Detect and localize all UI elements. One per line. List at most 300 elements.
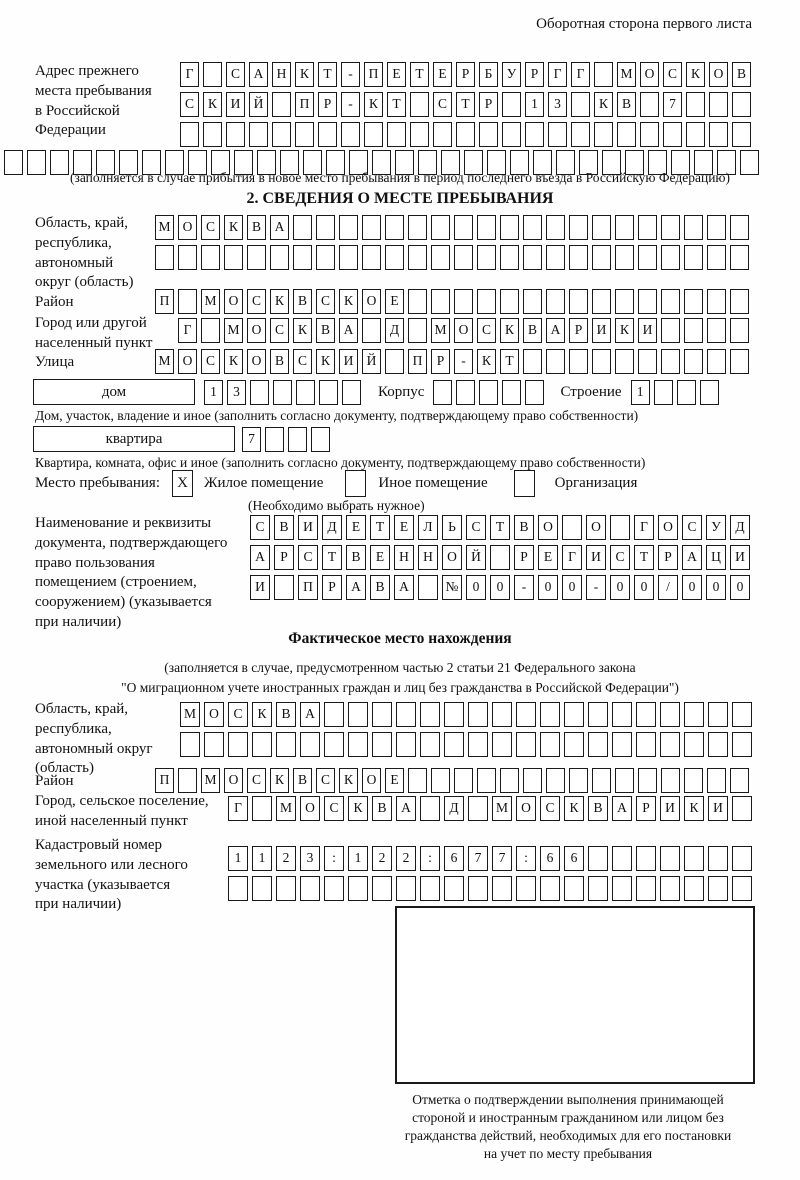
char-cell[interactable] <box>592 349 611 374</box>
char-cell[interactable]: А <box>682 545 702 570</box>
char-cell[interactable]: 0 <box>538 575 558 600</box>
char-cell[interactable]: Т <box>410 62 429 87</box>
char-cell[interactable] <box>490 545 510 570</box>
char-cell[interactable] <box>295 122 314 147</box>
char-cell[interactable] <box>686 122 705 147</box>
char-cell[interactable] <box>468 796 488 821</box>
char-cell[interactable] <box>300 732 320 757</box>
char-cell[interactable] <box>348 876 368 901</box>
char-cell[interactable]: 1 <box>348 846 368 871</box>
char-cell[interactable]: К <box>684 796 704 821</box>
char-cell[interactable] <box>454 245 473 270</box>
char-cell[interactable] <box>372 732 392 757</box>
char-cell[interactable] <box>615 349 634 374</box>
char-cell[interactable]: 6 <box>444 846 464 871</box>
char-cell[interactable]: 1 <box>525 92 544 117</box>
char-cell[interactable] <box>276 876 296 901</box>
char-cell[interactable]: 6 <box>564 846 584 871</box>
char-cell[interactable] <box>708 846 728 871</box>
char-cell[interactable] <box>638 768 657 793</box>
char-cell[interactable]: М <box>180 702 200 727</box>
char-cell[interactable] <box>420 876 440 901</box>
char-cell[interactable] <box>180 732 200 757</box>
char-cell[interactable] <box>732 846 752 871</box>
char-cell[interactable] <box>588 846 608 871</box>
char-cell[interactable]: В <box>732 62 751 87</box>
char-cell[interactable] <box>319 380 338 405</box>
char-cell[interactable]: Е <box>538 545 558 570</box>
char-cell[interactable] <box>636 876 656 901</box>
char-cell[interactable]: О <box>362 768 381 793</box>
char-cell[interactable]: В <box>293 768 312 793</box>
char-cell[interactable] <box>708 732 728 757</box>
char-cell[interactable] <box>385 215 404 240</box>
char-cell[interactable] <box>661 768 680 793</box>
char-cell[interactable] <box>348 732 368 757</box>
char-cell[interactable] <box>730 245 749 270</box>
char-cell[interactable] <box>203 62 222 87</box>
char-cell[interactable] <box>339 245 358 270</box>
char-cell[interactable] <box>348 702 368 727</box>
char-cell[interactable] <box>502 122 521 147</box>
char-cell[interactable]: П <box>408 349 427 374</box>
char-cell[interactable] <box>364 122 383 147</box>
char-cell[interactable]: Т <box>370 515 390 540</box>
char-cell[interactable]: Р <box>318 92 337 117</box>
char-cell[interactable]: П <box>295 92 314 117</box>
char-cell[interactable] <box>684 318 703 343</box>
char-cell[interactable] <box>492 732 512 757</box>
char-cell[interactable]: С <box>477 318 496 343</box>
char-cell[interactable] <box>410 92 429 117</box>
char-cell[interactable]: С <box>540 796 560 821</box>
char-cell[interactable]: О <box>224 768 243 793</box>
char-cell[interactable] <box>362 318 381 343</box>
char-cell[interactable]: № <box>442 575 462 600</box>
char-cell[interactable] <box>516 876 536 901</box>
char-cell[interactable] <box>708 702 728 727</box>
char-cell[interactable] <box>178 245 197 270</box>
char-cell[interactable]: А <box>346 575 366 600</box>
char-cell[interactable]: А <box>612 796 632 821</box>
char-cell[interactable] <box>661 318 680 343</box>
char-cell[interactable] <box>684 702 704 727</box>
char-cell[interactable]: И <box>730 545 750 570</box>
char-cell[interactable]: - <box>341 92 360 117</box>
char-cell[interactable] <box>661 349 680 374</box>
char-cell[interactable] <box>594 62 613 87</box>
char-cell[interactable] <box>250 380 269 405</box>
char-cell[interactable] <box>730 318 749 343</box>
char-cell[interactable] <box>477 768 496 793</box>
char-cell[interactable]: Б <box>479 62 498 87</box>
char-cell[interactable] <box>540 732 560 757</box>
char-cell[interactable] <box>339 215 358 240</box>
char-cell[interactable] <box>226 122 245 147</box>
char-cell[interactable] <box>612 846 632 871</box>
char-cell[interactable] <box>272 122 291 147</box>
char-cell[interactable]: 0 <box>730 575 750 600</box>
char-cell[interactable]: 1 <box>252 846 272 871</box>
char-cell[interactable]: С <box>247 289 266 314</box>
char-cell[interactable]: С <box>682 515 702 540</box>
char-cell[interactable]: 7 <box>468 846 488 871</box>
char-cell[interactable]: А <box>270 215 289 240</box>
char-cell[interactable] <box>408 318 427 343</box>
char-cell[interactable] <box>396 702 416 727</box>
char-cell[interactable] <box>546 245 565 270</box>
char-cell[interactable] <box>548 122 567 147</box>
char-cell[interactable]: О <box>454 318 473 343</box>
char-cell[interactable] <box>564 876 584 901</box>
char-cell[interactable] <box>730 349 749 374</box>
char-cell[interactable] <box>296 380 315 405</box>
char-cell[interactable]: К <box>293 318 312 343</box>
char-cell[interactable] <box>686 92 705 117</box>
char-cell[interactable]: С <box>226 62 245 87</box>
char-cell[interactable]: П <box>155 768 174 793</box>
char-cell[interactable] <box>615 768 634 793</box>
char-cell[interactable]: С <box>250 515 270 540</box>
char-cell[interactable]: И <box>298 515 318 540</box>
char-cell[interactable]: В <box>270 349 289 374</box>
char-cell[interactable]: - <box>341 62 360 87</box>
char-cell[interactable] <box>732 876 752 901</box>
char-cell[interactable]: Й <box>249 92 268 117</box>
char-cell[interactable] <box>433 380 452 405</box>
char-cell[interactable]: О <box>709 62 728 87</box>
char-cell[interactable] <box>479 380 498 405</box>
char-cell[interactable] <box>709 122 728 147</box>
char-cell[interactable] <box>525 380 544 405</box>
char-cell[interactable] <box>546 349 565 374</box>
char-cell[interactable]: У <box>706 515 726 540</box>
char-cell[interactable] <box>408 215 427 240</box>
char-cell[interactable] <box>592 289 611 314</box>
char-cell[interactable]: О <box>362 289 381 314</box>
char-cell[interactable]: 0 <box>490 575 510 600</box>
char-cell[interactable] <box>523 289 542 314</box>
char-cell[interactable] <box>569 289 588 314</box>
stay-option-other-checkbox[interactable] <box>345 470 366 497</box>
char-cell[interactable] <box>684 846 704 871</box>
char-cell[interactable]: 2 <box>372 846 392 871</box>
char-cell[interactable] <box>730 215 749 240</box>
char-cell[interactable]: Р <box>274 545 294 570</box>
char-cell[interactable]: И <box>638 318 657 343</box>
char-cell[interactable]: 1 <box>204 380 223 405</box>
char-cell[interactable]: К <box>316 349 335 374</box>
char-cell[interactable]: С <box>201 215 220 240</box>
char-cell[interactable] <box>477 245 496 270</box>
char-cell[interactable]: Г <box>180 62 199 87</box>
char-cell[interactable]: : <box>420 846 440 871</box>
char-cell[interactable]: Ь <box>442 515 462 540</box>
char-cell[interactable]: К <box>348 796 368 821</box>
char-cell[interactable] <box>660 732 680 757</box>
char-cell[interactable]: И <box>592 318 611 343</box>
char-cell[interactable]: А <box>300 702 320 727</box>
char-cell[interactable] <box>638 349 657 374</box>
char-cell[interactable]: : <box>324 846 344 871</box>
char-cell[interactable] <box>274 575 294 600</box>
char-cell[interactable] <box>324 702 344 727</box>
char-cell[interactable]: Т <box>634 545 654 570</box>
char-cell[interactable]: А <box>546 318 565 343</box>
char-cell[interactable]: С <box>316 768 335 793</box>
char-cell[interactable] <box>293 245 312 270</box>
char-cell[interactable] <box>492 876 512 901</box>
char-cell[interactable] <box>201 245 220 270</box>
char-cell[interactable] <box>468 732 488 757</box>
char-cell[interactable] <box>500 245 519 270</box>
char-cell[interactable] <box>396 876 416 901</box>
char-cell[interactable] <box>569 215 588 240</box>
char-cell[interactable] <box>564 702 584 727</box>
char-cell[interactable] <box>525 122 544 147</box>
char-cell[interactable] <box>546 768 565 793</box>
char-cell[interactable]: А <box>396 796 416 821</box>
char-cell[interactable] <box>500 215 519 240</box>
char-cell[interactable]: 3 <box>227 380 246 405</box>
char-cell[interactable] <box>610 515 630 540</box>
char-cell[interactable]: Р <box>514 545 534 570</box>
char-cell[interactable] <box>270 245 289 270</box>
char-cell[interactable] <box>396 732 416 757</box>
char-cell[interactable] <box>408 245 427 270</box>
char-cell[interactable] <box>540 702 560 727</box>
char-cell[interactable]: П <box>298 575 318 600</box>
char-cell[interactable] <box>420 732 440 757</box>
char-cell[interactable]: 0 <box>466 575 486 600</box>
char-cell[interactable]: В <box>588 796 608 821</box>
char-cell[interactable]: Н <box>272 62 291 87</box>
char-cell[interactable] <box>684 768 703 793</box>
char-cell[interactable]: С <box>316 289 335 314</box>
char-cell[interactable] <box>684 245 703 270</box>
char-cell[interactable]: Ц <box>706 545 726 570</box>
char-cell[interactable]: 0 <box>634 575 654 600</box>
char-cell[interactable] <box>456 122 475 147</box>
char-cell[interactable] <box>569 768 588 793</box>
char-cell[interactable] <box>684 215 703 240</box>
char-cell[interactable] <box>615 245 634 270</box>
char-cell[interactable] <box>588 732 608 757</box>
char-cell[interactable]: Р <box>636 796 656 821</box>
char-cell[interactable] <box>316 215 335 240</box>
char-cell[interactable]: Н <box>418 545 438 570</box>
char-cell[interactable] <box>178 768 197 793</box>
char-cell[interactable] <box>418 575 438 600</box>
char-cell[interactable] <box>707 318 726 343</box>
char-cell[interactable] <box>592 215 611 240</box>
char-cell[interactable] <box>468 876 488 901</box>
char-cell[interactable] <box>500 768 519 793</box>
char-cell[interactable]: 7 <box>492 846 512 871</box>
char-cell[interactable]: О <box>640 62 659 87</box>
char-cell[interactable]: / <box>658 575 678 600</box>
char-cell[interactable] <box>324 732 344 757</box>
char-cell[interactable]: О <box>442 545 462 570</box>
char-cell[interactable] <box>454 768 473 793</box>
char-cell[interactable]: И <box>339 349 358 374</box>
char-cell[interactable]: Д <box>385 318 404 343</box>
char-cell[interactable] <box>155 245 174 270</box>
char-cell[interactable] <box>663 122 682 147</box>
char-cell[interactable] <box>523 768 542 793</box>
char-cell[interactable]: Й <box>362 349 381 374</box>
char-cell[interactable] <box>454 215 473 240</box>
char-cell[interactable]: Т <box>318 62 337 87</box>
char-cell[interactable] <box>420 702 440 727</box>
char-cell[interactable]: О <box>586 515 606 540</box>
char-cell[interactable] <box>273 380 292 405</box>
char-cell[interactable]: С <box>293 349 312 374</box>
char-cell[interactable]: 1 <box>631 380 650 405</box>
char-cell[interactable]: О <box>658 515 678 540</box>
char-cell[interactable]: Л <box>418 515 438 540</box>
char-cell[interactable] <box>709 92 728 117</box>
char-cell[interactable]: Д <box>730 515 750 540</box>
char-cell[interactable] <box>385 349 404 374</box>
char-cell[interactable] <box>661 289 680 314</box>
char-cell[interactable] <box>562 515 582 540</box>
char-cell[interactable] <box>569 349 588 374</box>
char-cell[interactable]: М <box>431 318 450 343</box>
char-cell[interactable]: А <box>249 62 268 87</box>
char-cell[interactable]: Т <box>456 92 475 117</box>
char-cell[interactable]: К <box>270 768 289 793</box>
char-cell[interactable]: М <box>155 215 174 240</box>
char-cell[interactable] <box>500 289 519 314</box>
char-cell[interactable] <box>707 289 726 314</box>
char-cell[interactable] <box>385 245 404 270</box>
char-cell[interactable]: С <box>610 545 630 570</box>
char-cell[interactable]: К <box>203 92 222 117</box>
char-cell[interactable] <box>700 380 719 405</box>
char-cell[interactable] <box>732 732 752 757</box>
char-cell[interactable] <box>203 122 222 147</box>
char-cell[interactable]: С <box>433 92 452 117</box>
char-cell[interactable]: К <box>224 349 243 374</box>
char-cell[interactable] <box>588 876 608 901</box>
char-cell[interactable] <box>433 122 452 147</box>
char-cell[interactable]: С <box>663 62 682 87</box>
char-cell[interactable]: С <box>324 796 344 821</box>
char-cell[interactable]: Е <box>433 62 452 87</box>
char-cell[interactable] <box>324 876 344 901</box>
char-cell[interactable] <box>516 732 536 757</box>
char-cell[interactable]: О <box>538 515 558 540</box>
char-cell[interactable]: И <box>226 92 245 117</box>
char-cell[interactable]: С <box>270 318 289 343</box>
char-cell[interactable] <box>204 732 224 757</box>
char-cell[interactable]: Г <box>562 545 582 570</box>
char-cell[interactable]: Т <box>387 92 406 117</box>
char-cell[interactable] <box>540 876 560 901</box>
char-cell[interactable] <box>660 876 680 901</box>
char-cell[interactable]: Е <box>387 62 406 87</box>
char-cell[interactable]: У <box>502 62 521 87</box>
char-cell[interactable] <box>300 876 320 901</box>
char-cell[interactable]: 0 <box>562 575 582 600</box>
char-cell[interactable] <box>660 702 680 727</box>
char-cell[interactable]: К <box>686 62 705 87</box>
char-cell[interactable] <box>492 702 512 727</box>
char-cell[interactable]: С <box>298 545 318 570</box>
char-cell[interactable]: В <box>370 575 390 600</box>
char-cell[interactable] <box>592 245 611 270</box>
char-cell[interactable]: 0 <box>706 575 726 600</box>
char-cell[interactable] <box>612 702 632 727</box>
char-cell[interactable]: К <box>364 92 383 117</box>
char-cell[interactable]: О <box>178 215 197 240</box>
char-cell[interactable] <box>636 702 656 727</box>
char-cell[interactable]: Е <box>385 289 404 314</box>
char-cell[interactable]: 0 <box>682 575 702 600</box>
char-cell[interactable]: А <box>394 575 414 600</box>
char-cell[interactable] <box>708 876 728 901</box>
char-cell[interactable]: Д <box>322 515 342 540</box>
char-cell[interactable]: М <box>276 796 296 821</box>
char-cell[interactable] <box>362 245 381 270</box>
char-cell[interactable]: К <box>594 92 613 117</box>
char-cell[interactable]: Е <box>370 545 390 570</box>
char-cell[interactable] <box>341 122 360 147</box>
char-cell[interactable]: Р <box>569 318 588 343</box>
char-cell[interactable] <box>732 122 751 147</box>
char-cell[interactable] <box>431 289 450 314</box>
char-cell[interactable]: - <box>454 349 473 374</box>
char-cell[interactable] <box>362 215 381 240</box>
char-cell[interactable]: 7 <box>242 427 261 452</box>
char-cell[interactable]: Р <box>456 62 475 87</box>
char-cell[interactable]: О <box>516 796 536 821</box>
char-cell[interactable]: В <box>514 515 534 540</box>
char-cell[interactable]: В <box>617 92 636 117</box>
char-cell[interactable] <box>612 732 632 757</box>
char-cell[interactable]: Р <box>658 545 678 570</box>
char-cell[interactable]: В <box>523 318 542 343</box>
char-cell[interactable] <box>615 215 634 240</box>
char-cell[interactable] <box>477 215 496 240</box>
char-cell[interactable]: К <box>339 289 358 314</box>
char-cell[interactable]: С <box>201 349 220 374</box>
char-cell[interactable]: Т <box>490 515 510 540</box>
char-cell[interactable] <box>612 876 632 901</box>
char-cell[interactable]: Е <box>385 768 404 793</box>
char-cell[interactable]: Г <box>634 515 654 540</box>
char-cell[interactable] <box>523 245 542 270</box>
char-cell[interactable]: - <box>514 575 534 600</box>
char-cell[interactable] <box>730 289 749 314</box>
char-cell[interactable] <box>546 215 565 240</box>
char-cell[interactable] <box>502 380 521 405</box>
char-cell[interactable] <box>318 122 337 147</box>
char-cell[interactable] <box>479 122 498 147</box>
char-cell[interactable] <box>546 289 565 314</box>
char-cell[interactable]: И <box>250 575 270 600</box>
char-cell[interactable]: В <box>316 318 335 343</box>
char-cell[interactable]: О <box>178 349 197 374</box>
char-cell[interactable]: И <box>708 796 728 821</box>
char-cell[interactable]: Й <box>466 545 486 570</box>
char-cell[interactable]: О <box>247 318 266 343</box>
char-cell[interactable]: 1 <box>228 846 248 871</box>
char-cell[interactable]: Г <box>178 318 197 343</box>
char-cell[interactable]: К <box>500 318 519 343</box>
char-cell[interactable] <box>660 846 680 871</box>
